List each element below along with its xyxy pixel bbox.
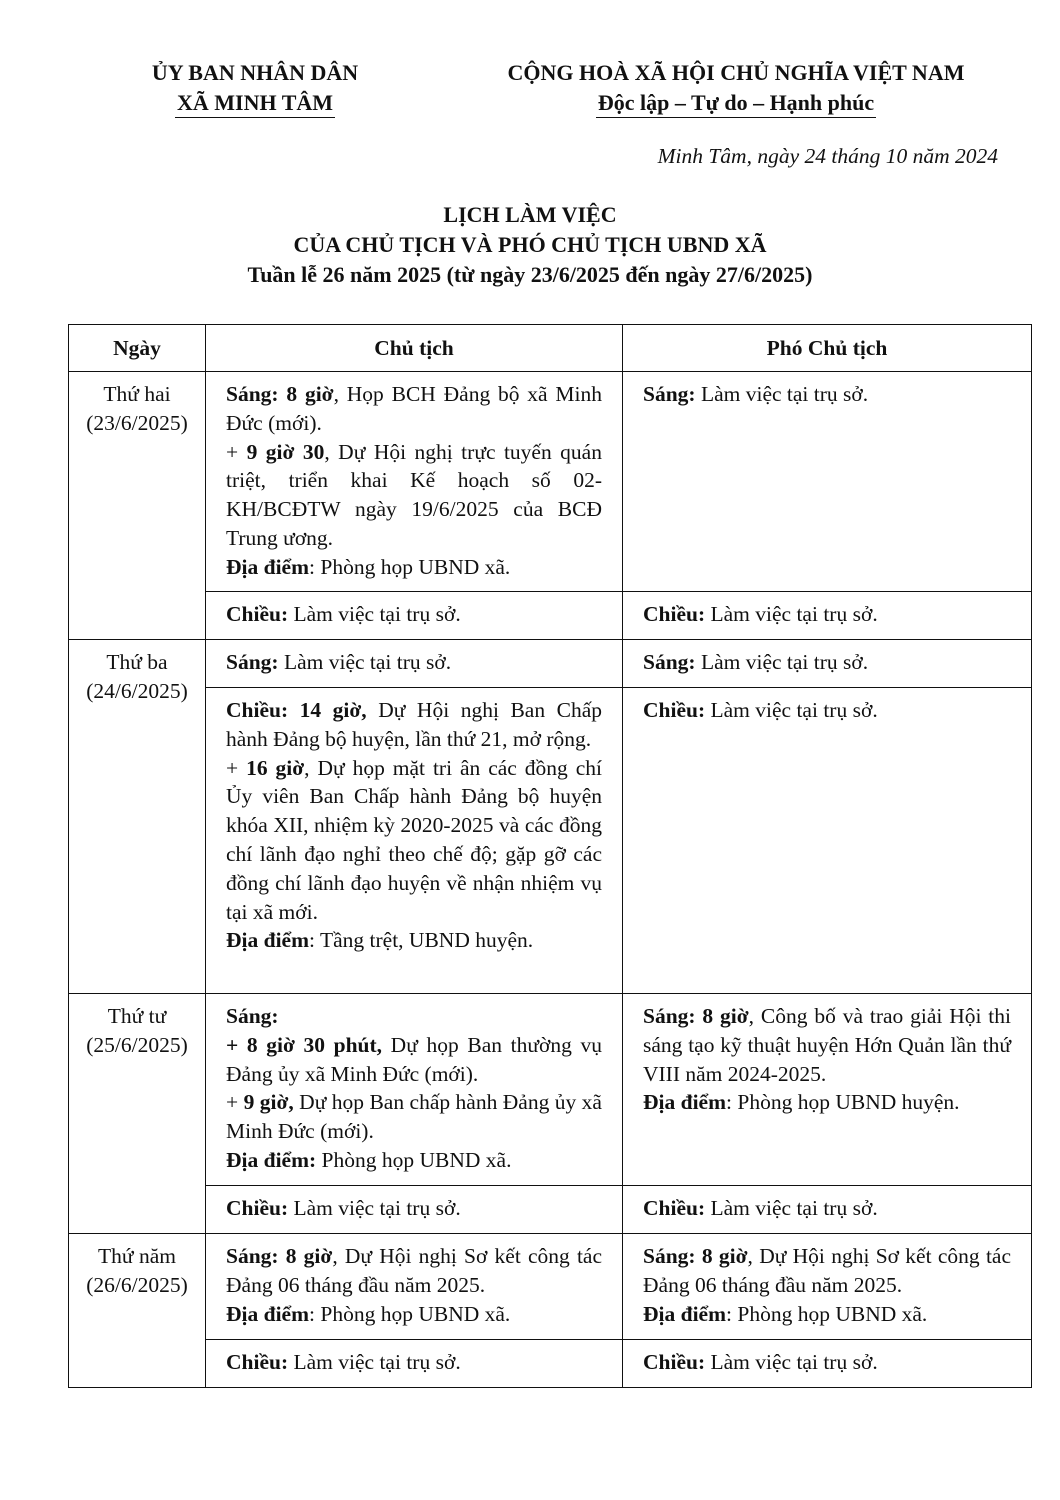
- vice-chairman-schedule-cell: [623, 688, 1032, 994]
- day-name: Thứ tư: [107, 1004, 167, 1028]
- entry-text: Làm việc tại trụ sở.: [705, 602, 878, 626]
- chairman-schedule-cell: [206, 688, 623, 994]
- schedule-entry: [226, 553, 602, 582]
- entry-text: , Dự họp mặt tri ân các đồng chí Ủy viên Ban Chấp hành Đảng bộ huyện khóa XII, nhiệm kỳ 2020-2025 và các đồng chí lãnh đạo nghỉ theo chế độ; gặp gỡ các đồng chí lãnh đạo huyện về nhận nhiệm vụ tại xã mới.: [226, 755, 602, 924]
- national-title: CỘNG HOÀ XÃ HỘI CHỦ NGHĨA VIỆT NAM: [507, 60, 965, 85]
- entry-label: Địa điểm: [643, 1090, 727, 1115]
- schedule-entry: [226, 754, 602, 927]
- header-chairman: Chủ tịch: [206, 325, 623, 372]
- schedule-entry: [643, 1194, 1011, 1223]
- day-cell: [69, 1234, 206, 1388]
- entry-text: , Dự Hội nghị Sơ kết công tác Đảng 06 tháng đầu năm 2025.: [226, 1244, 602, 1297]
- entry-text: , Dự Hội nghị Sơ kết công tác Đảng 06 tháng đầu năm 2025.: [643, 1244, 1011, 1297]
- entry-label: Sáng:: [226, 1004, 279, 1028]
- entry-text: Làm việc tại trụ sở.: [705, 1196, 878, 1220]
- day-cell: [69, 640, 206, 994]
- document-date: Minh Tâm, ngày 24 tháng 10 năm 2024: [657, 144, 998, 168]
- entry-label: Sáng: 8 giờ: [226, 1244, 333, 1268]
- entry-label: Địa điểm:: [226, 1147, 317, 1172]
- schedule-entry: [643, 1300, 1011, 1329]
- vice-chairman-schedule-cell: [623, 1186, 1032, 1234]
- schedule-entry: [226, 648, 602, 677]
- entry-label: 16 giờ: [246, 755, 305, 780]
- entry-label: Chiều:: [643, 1350, 706, 1374]
- schedule-entry: [226, 1300, 602, 1329]
- schedule-entry: [643, 1088, 1011, 1117]
- entry-label: Sáng: 8 giờ: [226, 382, 334, 406]
- day-name: Thứ năm: [98, 1244, 176, 1268]
- entry-label: Sáng:: [226, 650, 279, 674]
- entry-label: Địa điểm: [643, 1301, 727, 1326]
- entry-prefix: +: [226, 755, 247, 780]
- day-name: Thứ hai: [103, 382, 171, 406]
- day-date: (26/6/2025): [86, 1272, 188, 1297]
- entry-label: 9 giờ,: [243, 1090, 294, 1115]
- entry-label: Địa điểm: [226, 1301, 310, 1326]
- vice-chairman-schedule-cell: [623, 372, 1032, 592]
- entry-text: , Công bố và trao giải Hội thi sáng tạo kỹ thuật huyện Hớn Quản lần thứ VIII năm 2024-2025.: [643, 1004, 1012, 1086]
- issuer-name: ỦY BAN NHÂN DÂN: [151, 60, 359, 85]
- schedule-entry: [226, 1002, 602, 1031]
- table-row: [69, 640, 1032, 688]
- entry-text: Làm việc tại trụ sở.: [288, 602, 461, 626]
- day-cell: [69, 994, 206, 1234]
- day-date: (23/6/2025): [86, 410, 188, 435]
- entry-prefix: +: [226, 439, 247, 464]
- schedule-entry: [226, 926, 602, 955]
- day-date: (25/6/2025): [86, 1032, 188, 1057]
- entry-text: , Họp BCH Đảng bộ xã Minh Đức (mới).: [226, 382, 603, 435]
- entry-text: Dự Hội nghị Ban Chấp hành Đảng bộ huyện, lần thứ 21, mở rộng.: [226, 698, 603, 751]
- chairman-schedule-cell: [206, 640, 623, 688]
- entry-label: Chiều:: [226, 1350, 289, 1374]
- entry-text: Làm việc tại trụ sở.: [278, 650, 452, 674]
- vice-chairman-schedule-cell: [623, 640, 1032, 688]
- day-date: (24/6/2025): [86, 678, 188, 703]
- schedule-entry: [226, 380, 602, 438]
- table-row: [69, 372, 1032, 592]
- national-motto: Độc lập – Tự do – Hạnh phúc: [596, 89, 876, 118]
- vice-chairman-schedule-cell: [623, 592, 1032, 640]
- vice-chairman-schedule-cell: [623, 1234, 1032, 1340]
- entry-text: , Dự Hội nghị trực tuyến quán triệt, triển khai Kế hoạch số 02-KH/BCĐTW ngày 19/6/2025 của BCĐ Trung ương.: [226, 439, 602, 550]
- table-header-row: [69, 325, 1032, 372]
- entry-label: Địa điểm: [226, 554, 310, 579]
- schedule-entry: [226, 1194, 602, 1223]
- entry-label: 9 giờ 30: [246, 439, 325, 464]
- vice-chairman-schedule-cell: [623, 994, 1032, 1186]
- table-row: [69, 1234, 1032, 1340]
- entry-text: Dự họp Ban thường vụ Đảng ủy xã Minh Đức (mới).: [226, 1032, 602, 1086]
- entry-label: Địa điểm: [226, 928, 310, 953]
- chairman-schedule-cell: [206, 1186, 623, 1234]
- chairman-schedule-cell: [206, 372, 623, 592]
- entry-text: Dự họp Ban chấp hành Đảng ủy xã Minh Đức (mới).: [226, 1090, 602, 1144]
- header-vice-chairman: Phó Chủ tịch: [623, 325, 1032, 372]
- day-name: Thứ ba: [106, 650, 168, 674]
- entry-text: : Phòng họp UBND huyện.: [726, 1090, 960, 1115]
- schedule-entry: [643, 696, 1011, 725]
- entry-text: Làm việc tại trụ sở.: [695, 382, 869, 406]
- chairman-schedule-cell: [206, 592, 623, 640]
- document-title-block: [60, 200, 1000, 290]
- entry-label: Sáng:: [643, 650, 696, 674]
- national-motto-block: [456, 58, 1016, 118]
- schedule-entry: [226, 438, 602, 553]
- table-row: [69, 1186, 1032, 1234]
- entry-text: : Tầng trệt, UBND huyện.: [309, 928, 534, 953]
- table-row: [69, 592, 1032, 640]
- schedule-entry: [643, 1002, 1011, 1088]
- title-line-1: LỊCH LÀM VIỆC: [443, 202, 617, 227]
- schedule-table: [68, 324, 1032, 1388]
- header-day: Ngày: [69, 325, 206, 372]
- entry-label: + 8 giờ 30 phút,: [226, 1032, 383, 1057]
- entry-text: Làm việc tại trụ sở.: [695, 650, 869, 674]
- entry-label: Chiều:: [643, 1196, 706, 1220]
- schedule-entry: [226, 696, 602, 754]
- issuer-block: [130, 58, 380, 118]
- issuer-commune: XÃ MINH TÂM: [175, 89, 335, 118]
- table-row: [69, 994, 1032, 1186]
- entry-text: : Phòng họp UBND xã.: [309, 554, 511, 579]
- entry-label: Sáng: 8 giờ: [643, 1244, 748, 1268]
- chairman-schedule-cell: [206, 1234, 623, 1340]
- table-row: [69, 1340, 1032, 1388]
- title-line-2: CỦA CHỦ TỊCH VÀ PHÓ CHỦ TỊCH UBND XÃ: [293, 232, 767, 257]
- schedule-entry: [226, 1088, 602, 1146]
- title-line-3: Tuần lễ 26 năm 2025 (từ ngày 23/6/2025 đến ngày 27/6/2025): [247, 262, 813, 287]
- schedule-entry: [226, 1242, 602, 1300]
- entry-label: Chiều:: [226, 1196, 289, 1220]
- schedule-entry: [643, 648, 1011, 677]
- table-row: [69, 688, 1032, 994]
- entry-text: Làm việc tại trụ sở.: [288, 1350, 461, 1374]
- entry-text: : Phòng họp UBND xã.: [309, 1301, 511, 1326]
- day-cell: [69, 372, 206, 640]
- schedule-entry: [643, 380, 1011, 409]
- entry-text: : Phòng họp UBND xã.: [726, 1301, 928, 1326]
- schedule-entry: [226, 1146, 602, 1175]
- schedule-entry: [226, 1348, 602, 1377]
- entry-label: Chiều:: [643, 602, 706, 626]
- schedule-entry: [643, 600, 1011, 629]
- schedule-entry: [226, 600, 602, 629]
- entry-label: Chiều: 14 giờ,: [226, 698, 367, 722]
- entry-text: Làm việc tại trụ sở.: [705, 1350, 878, 1374]
- entry-text: Làm việc tại trụ sở.: [288, 1196, 461, 1220]
- entry-label: Chiều:: [643, 698, 706, 722]
- chairman-schedule-cell: [206, 1340, 623, 1388]
- entry-text: Phòng họp UBND xã.: [316, 1147, 512, 1172]
- entry-text: Làm việc tại trụ sở.: [705, 698, 878, 722]
- entry-label: Sáng: 8 giờ: [643, 1004, 749, 1028]
- schedule-entry: [226, 1031, 602, 1089]
- entry-label: Chiều:: [226, 602, 289, 626]
- chairman-schedule-cell: [206, 994, 623, 1186]
- schedule-entry: [643, 1242, 1011, 1300]
- schedule-entry: [643, 1348, 1011, 1377]
- entry-label: Sáng:: [643, 382, 696, 406]
- entry-prefix: +: [226, 1090, 244, 1115]
- vice-chairman-schedule-cell: [623, 1340, 1032, 1388]
